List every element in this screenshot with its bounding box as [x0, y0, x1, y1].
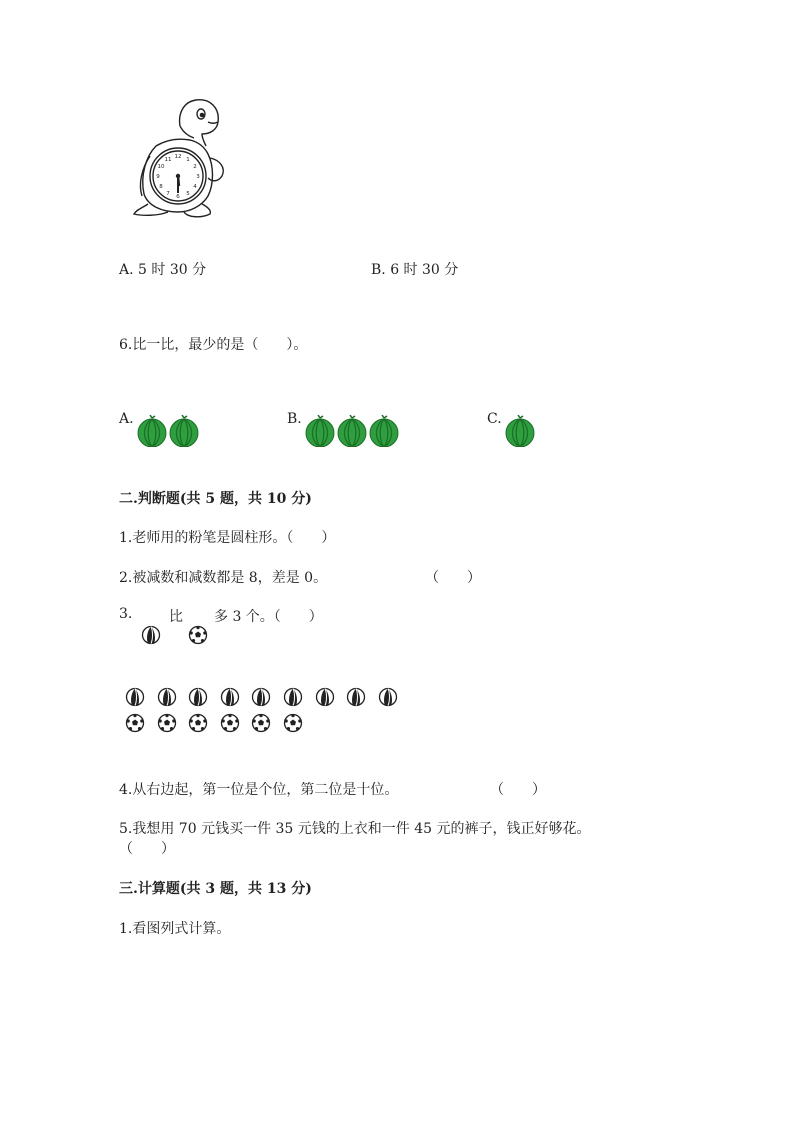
s3-q1: 1.看图列式计算。: [119, 921, 231, 937]
svg-text:4: 4: [193, 184, 197, 190]
q5-option-a: A. 5 时 30 分: [119, 262, 207, 278]
watermelon-icon: [337, 415, 367, 447]
svg-text:1: 1: [186, 157, 190, 163]
beach-ball-icon: [188, 687, 208, 707]
svg-text:10: 10: [157, 164, 165, 170]
beach-ball-icon: [157, 687, 177, 707]
beach-ball-icon: [378, 687, 398, 707]
s2-q3-number: 3.: [119, 606, 133, 622]
beach-ball-icon: [346, 687, 366, 707]
s2-q2-text: 2.被减数和减数都是 8，差是 0。: [119, 570, 328, 586]
q6-option-c-label: C.: [487, 411, 502, 427]
svg-text:3: 3: [196, 174, 200, 180]
soccer-ball-row: [125, 713, 315, 733]
q6-option-c-watermelons: [505, 415, 537, 447]
q5-option-b: B. 6 时 30 分: [371, 262, 459, 278]
beach-ball-icon: [283, 687, 303, 707]
watermelon-icon: [305, 415, 335, 447]
beach-ball-icon: [141, 625, 161, 645]
s2-q1: 1.老师用的粉笔是圆柱形。（ ）: [119, 530, 336, 546]
watermelon-icon: [369, 415, 399, 447]
watermelon-icon: [137, 415, 167, 447]
beach-ball-row: [125, 687, 409, 707]
s2-q3-bi: 比: [169, 609, 183, 625]
svg-text:5: 5: [186, 191, 190, 197]
beach-ball-icon: [251, 687, 271, 707]
s2-q4-text: 4.从右边起，第一位是个位，第二位是十位。: [119, 782, 399, 798]
section2-heading: 二.判断题(共 5 题，共 10 分): [119, 491, 312, 507]
svg-text:8: 8: [159, 184, 163, 190]
q6-option-b-watermelons: [305, 415, 401, 447]
soccer-ball-icon: [125, 713, 145, 733]
soccer-ball-icon: [157, 713, 177, 733]
svg-text:9: 9: [156, 174, 160, 180]
s2-q3-tail: 多 3 个。（ ）: [214, 609, 323, 625]
svg-text:12: 12: [174, 154, 182, 160]
beach-ball-icon: [220, 687, 240, 707]
svg-text:2: 2: [193, 164, 197, 170]
soccer-ball-icon: [188, 625, 208, 645]
q6-option-a-watermelons: [137, 415, 201, 447]
watermelon-icon: [169, 415, 199, 447]
s2-q4-blank: （ ）: [490, 782, 546, 798]
soccer-ball-icon: [251, 713, 271, 733]
svg-text:6: 6: [176, 194, 180, 200]
turtle-clock-illustration: [128, 96, 228, 221]
watermelon-icon: [505, 415, 535, 447]
soccer-ball-icon: [188, 713, 208, 733]
q6-option-b-label: B.: [287, 411, 302, 427]
soccer-ball-icon: [220, 713, 240, 733]
s2-q2-blank: （ ）: [425, 570, 481, 586]
q6-option-a-label: A.: [119, 411, 134, 427]
svg-text:7: 7: [166, 191, 170, 197]
section3-heading: 三.计算题(共 3 题，共 13 分): [119, 881, 312, 897]
s2-q5-text: 5.我想用 70 元钱买一件 35 元钱的上衣和一件 45 元的裤子，钱正好够花。: [119, 821, 591, 837]
svg-text:11: 11: [164, 157, 172, 163]
q6-stem: 6.比一比，最少的是（ ）。: [119, 337, 308, 353]
s2-q5-blank: （ ）: [119, 841, 175, 857]
beach-ball-icon: [125, 687, 145, 707]
beach-ball-icon: [315, 687, 335, 707]
soccer-ball-icon: [283, 713, 303, 733]
